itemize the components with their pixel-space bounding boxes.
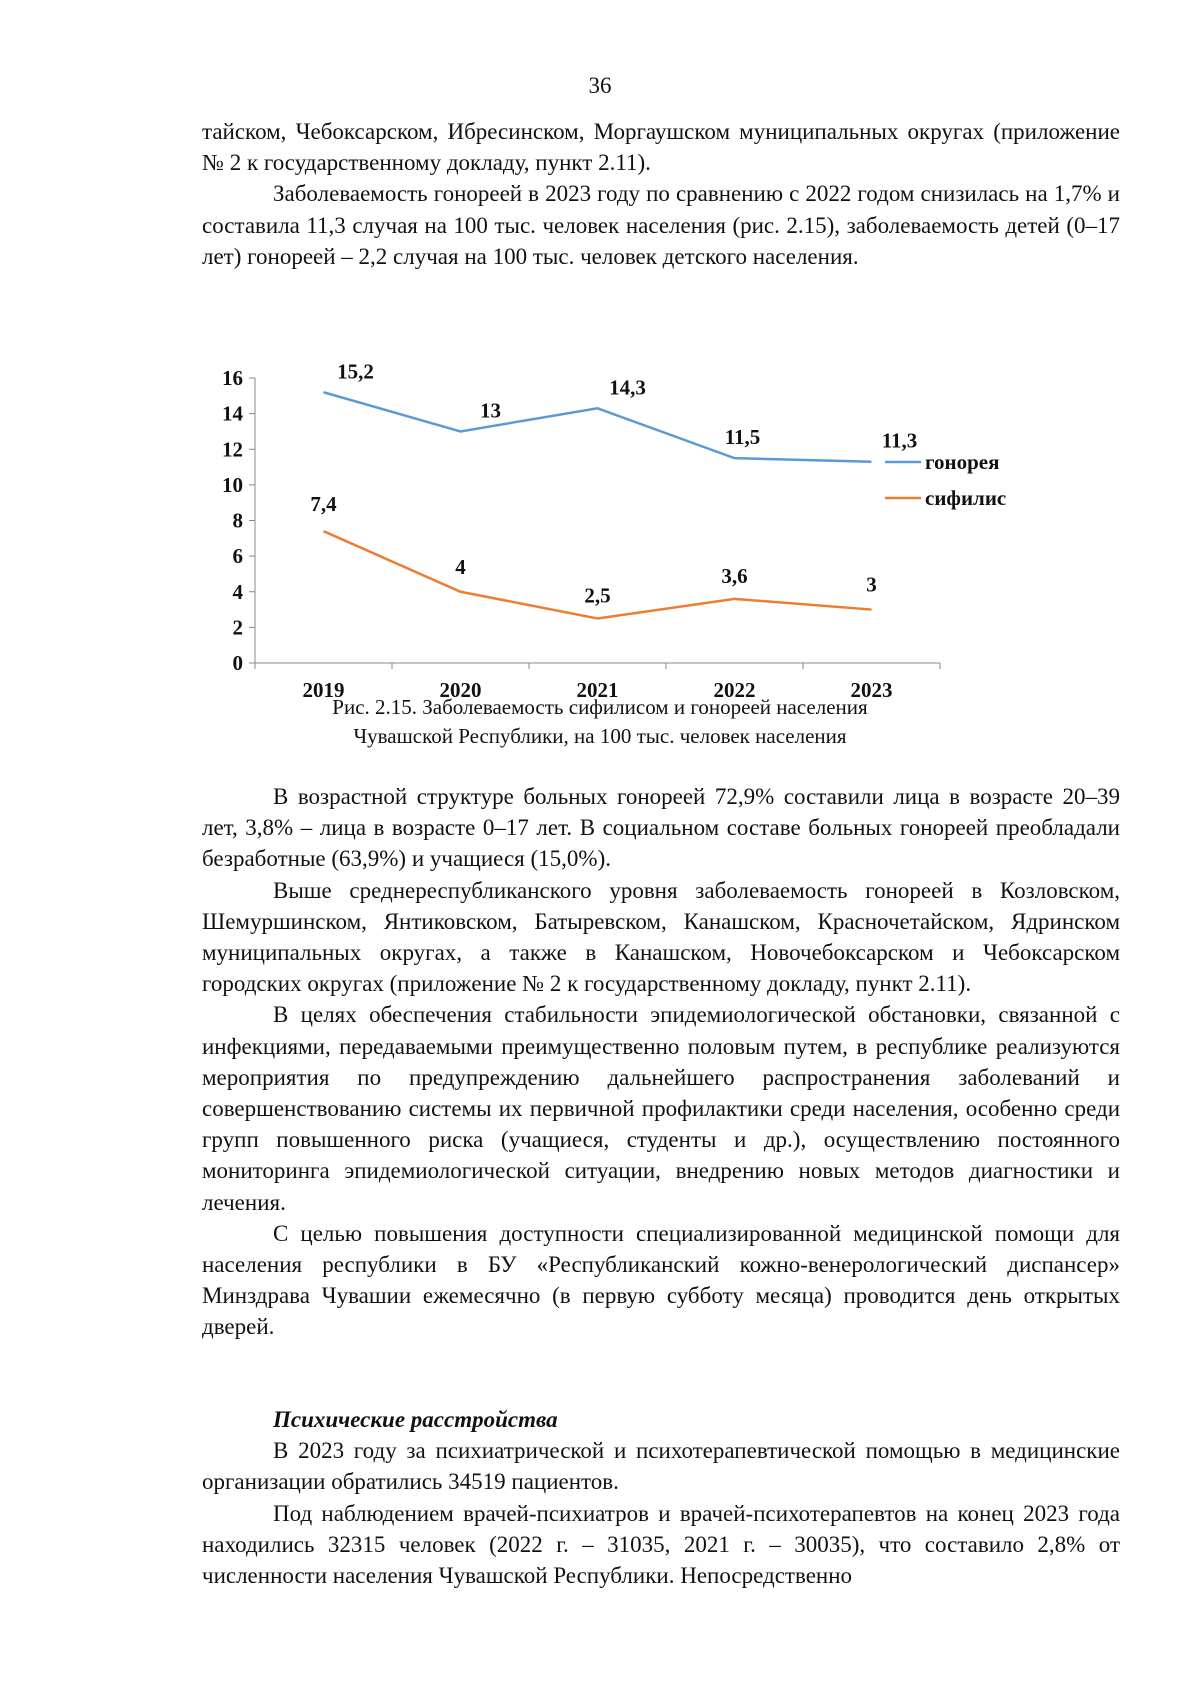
x-tick-label: 2023 xyxy=(850,678,893,702)
data-label: 11,3 xyxy=(881,428,918,453)
text-block-top xyxy=(202,116,1120,272)
y-tick-label: 16 xyxy=(222,366,243,390)
paragraph: Выше среднереспубликанского уровня заболеваемость гонореей в Козловском, Шемуршинском, Янтиковском, Батыревском, Канашском, Красночетайском, Ядринском муниципальных округах, а также в Канашском, Новочебоксарском и Чебоксарском городских округах (приложение № 2 к государственному докладу, пункт 2.11). xyxy=(202,877,1120,997)
x-tick-label: 2019 xyxy=(302,678,345,702)
data-label: 3,6 xyxy=(721,563,748,588)
line-chart xyxy=(195,350,1125,702)
x-tick-label: 2020 xyxy=(439,678,482,702)
y-tick-label: 8 xyxy=(232,508,243,533)
data-label: 3 xyxy=(866,572,877,597)
y-tick-label: 2 xyxy=(232,615,243,640)
page-number: 36 xyxy=(588,73,612,98)
x-tick-label: 2021 xyxy=(576,678,619,702)
chart-svg xyxy=(195,350,1125,702)
data-label: 13 xyxy=(480,398,501,423)
paragraph: В 2023 году за психиатрической и психотерапевтической помощью в медицинские организации обратились 34519 пациентов. xyxy=(202,1438,1120,1495)
y-tick-label: 4 xyxy=(232,579,243,604)
text-block-bottom xyxy=(202,1404,1120,1591)
y-tick-label: 10 xyxy=(222,472,243,497)
data-label: 11,5 xyxy=(724,425,761,450)
data-label: 7,4 xyxy=(310,492,337,517)
data-label: 14,3 xyxy=(609,375,646,400)
text-block-middle xyxy=(202,781,1120,1343)
figure-caption xyxy=(0,693,1200,751)
caption-line: Чувашской Республики, на 100 тыс. человек населения xyxy=(353,724,847,748)
caption-line: Рис. 2.15. Заболеваемость сифилисом и гонореей населения xyxy=(332,695,868,719)
y-tick-label: 6 xyxy=(232,544,243,569)
paragraph: Заболеваемость гонореей в 2023 году по сравнению с 2022 годом снизилась на 1,7% и составила 11,3 случая на 100 тыс. человек населения (рис. 2.15), заболеваемость детей (0–17 лет) гонореей – 2,2 случая на 100 тыс. человек детского населения. xyxy=(202,181,1120,269)
data-label: 15,2 xyxy=(337,359,374,384)
y-tick-label: 12 xyxy=(222,437,243,462)
data-label: 2,5 xyxy=(584,583,611,608)
x-tick-label: 2022 xyxy=(713,678,756,702)
paragraph-continuation: тайском, Чебоксарском, Ибресинском, Моргаушском муниципальных округах (приложение № 2 к государственному докладу, пункт 2.11). xyxy=(202,119,1120,176)
y-tick-label: 14 xyxy=(222,401,243,426)
paragraph: С целью повышения доступности специализированной медицинской помощи для населения республики в БУ «Республиканский кожно-венерологический диспансер» Минздрава Чувашии ежемесячно (в первую субботу месяца) проводится день открытых дверей. xyxy=(202,1220,1120,1340)
paragraph: Под наблюдением врачей-психиатров и врачей-психотерапевтов на конец 2023 года находились 32315 человек (2022 г. – 31035, 2021 г. – 30035), что составило 2,8% от численности населения Чувашской Республики. Непосредственно xyxy=(202,1500,1120,1589)
paragraph: В возрастной структуре больных гонореей 72,9% составили лица в возрасте 20–39 лет, 3,8% – лица в возрасте 0–17 лет. В социальном составе больных гонореей преобладали безработные (63,9%) и учащиеся (15,0%). xyxy=(202,784,1120,872)
section-heading: Психические расстройства xyxy=(273,1407,558,1432)
paragraph: В целях обеспечения стабильности эпидемиологической обстановки, связанной с инфекциями, передаваемыми преимущественно половым путем, в республике реализуются мероприятия по предупреждению дальнейшего распространения заболеваний и совершенствованию системы их первичной профилактики среди населения, особенно среди групп повышенного риска (учащиеся, студенты и др.), осуществлению постоянного мониторинга эпидемиологической ситуации, внедрению новых методов диагностики и лечения. xyxy=(202,1002,1120,1215)
data-label: 4 xyxy=(455,554,466,579)
legend-label: гонорея xyxy=(925,450,1000,474)
series-line xyxy=(324,392,872,461)
legend-label: сифилис xyxy=(925,486,1007,510)
y-tick-label: 0 xyxy=(232,651,243,675)
